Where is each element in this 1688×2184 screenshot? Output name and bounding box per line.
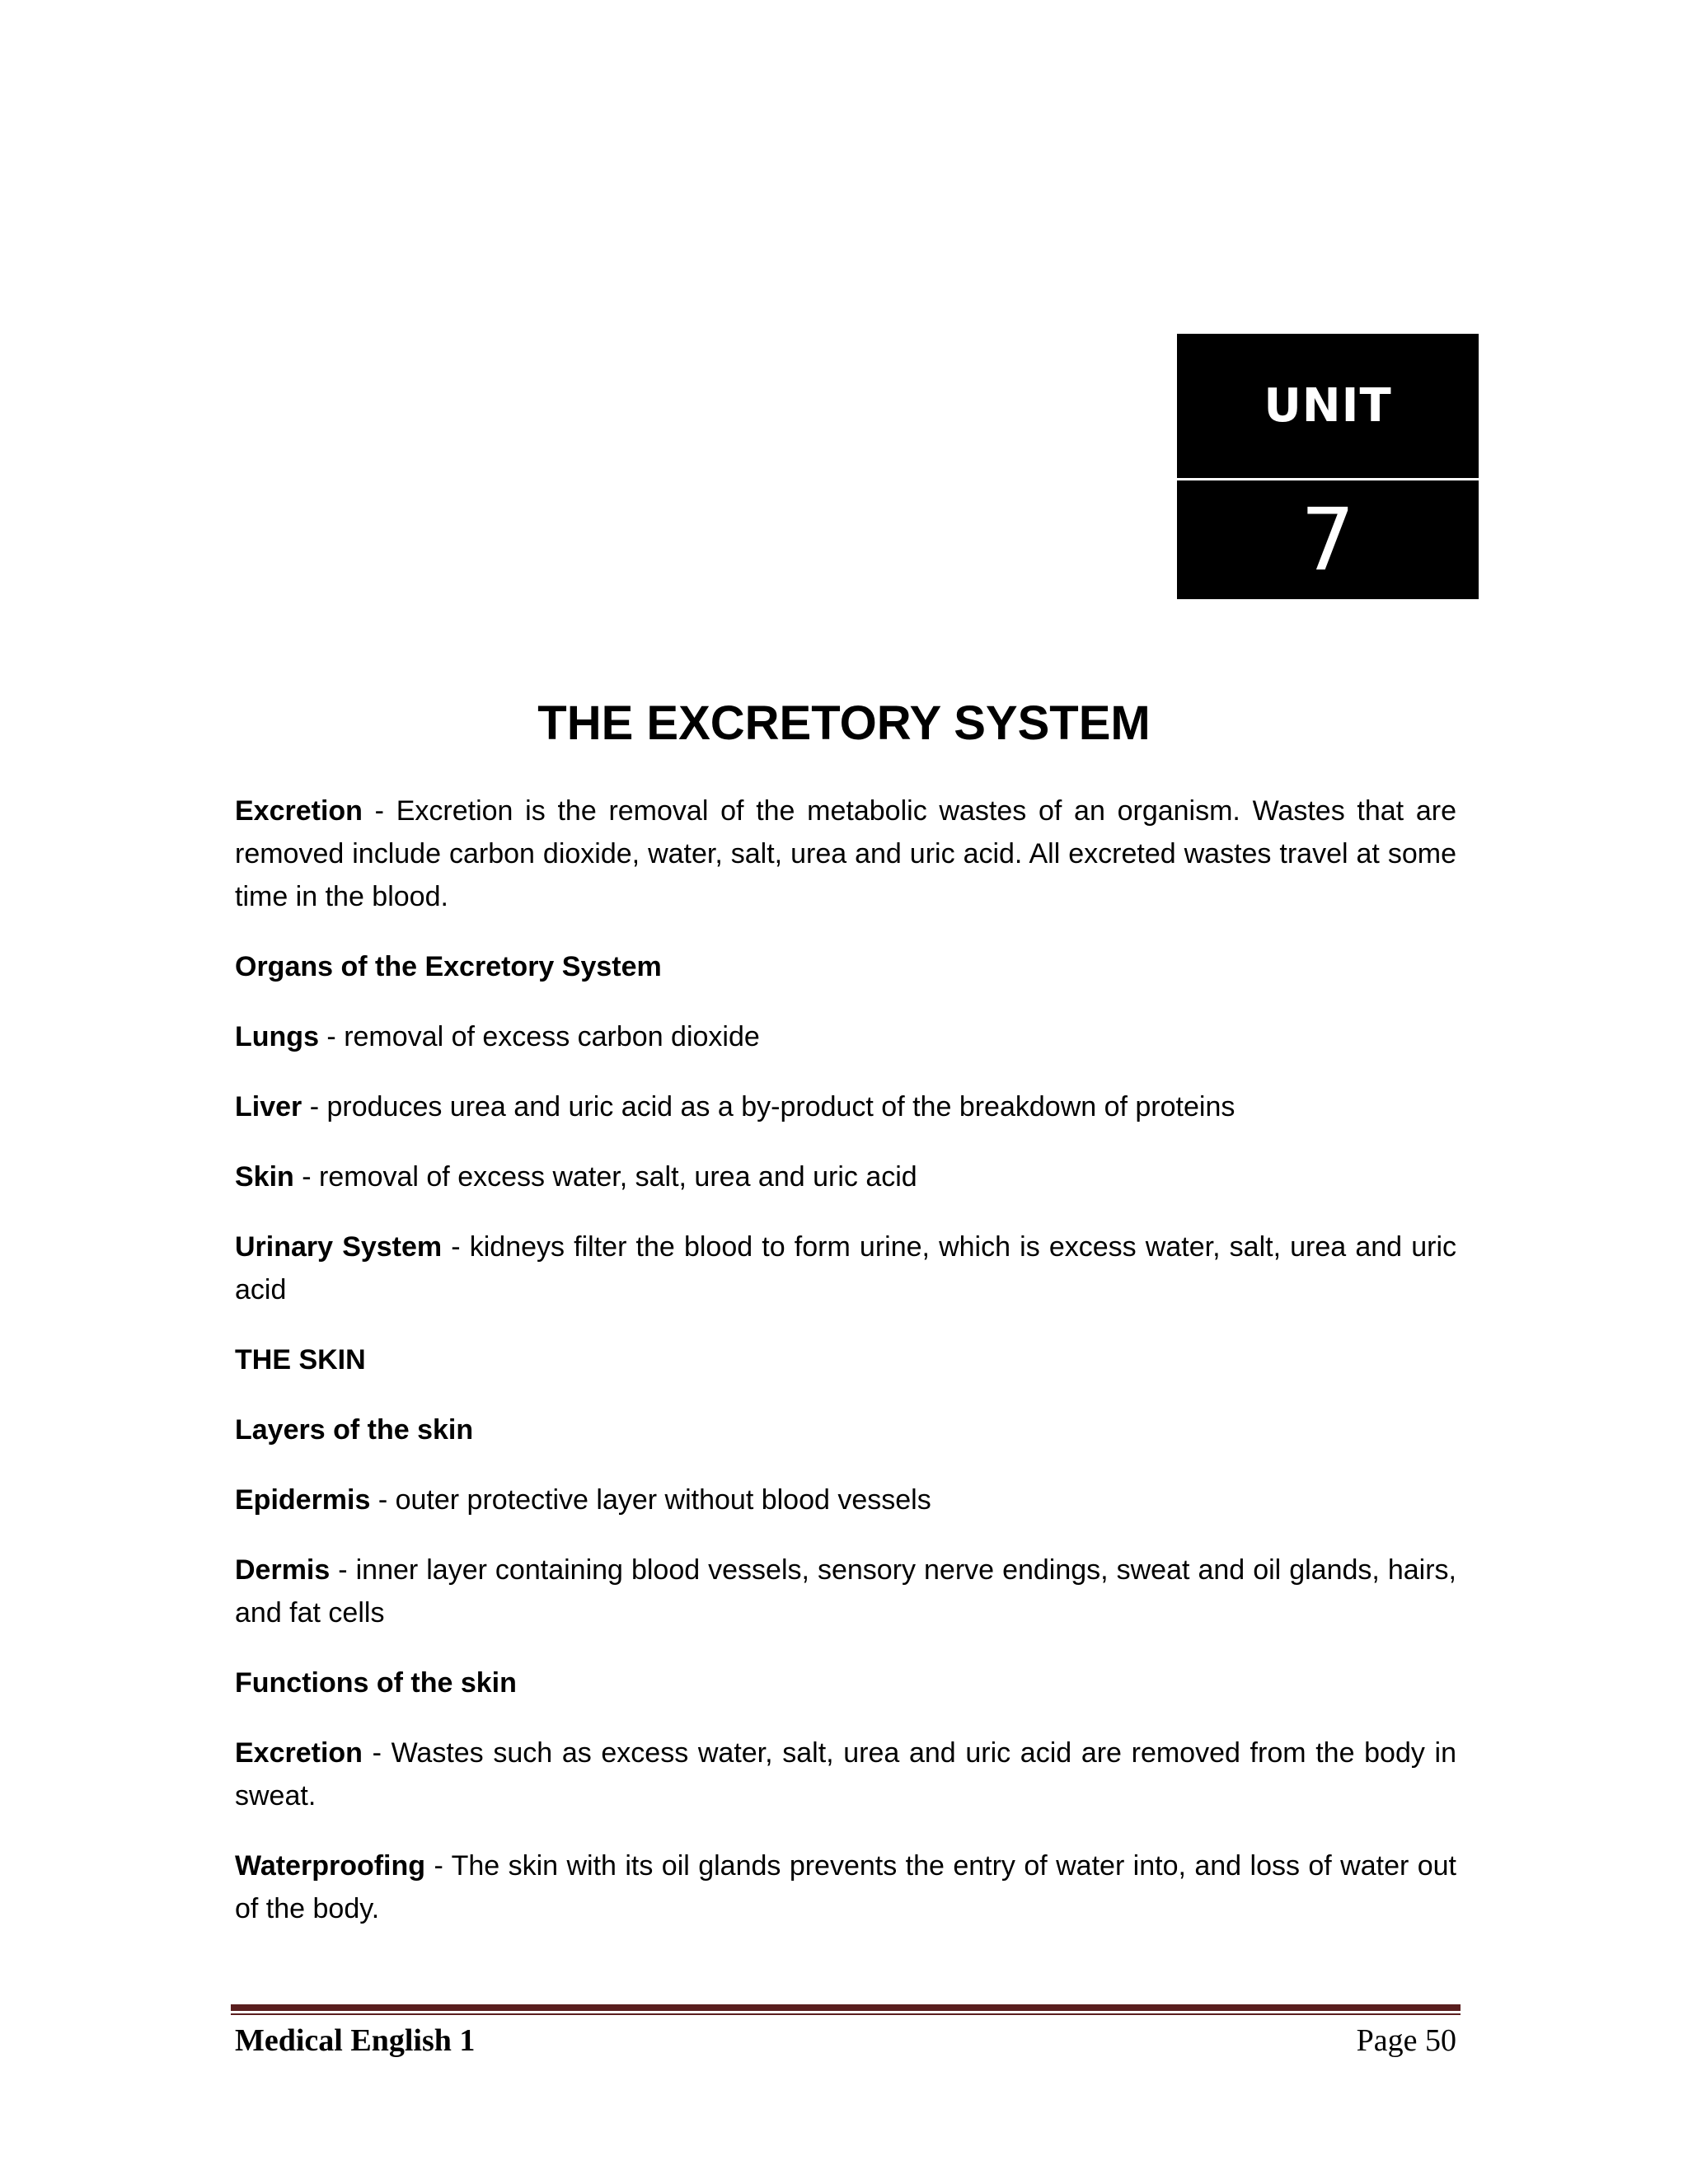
functions-heading: Functions of the skin — [235, 1667, 517, 1699]
footer-page-number: Page 50 — [1356, 2023, 1456, 2058]
layer-item-epidermis — [235, 1479, 1456, 1521]
unit-number: 7 — [1177, 480, 1479, 599]
term: Epidermis — [235, 1484, 371, 1516]
definition: - outer protective layer without blood vessels — [370, 1484, 931, 1516]
definition: - inner layer containing blood vessels, sensory nerve endings, sweat and oil glands, hairs, and fat cells — [235, 1554, 1456, 1629]
page-title: THE EXCRETORY SYSTEM — [537, 696, 1151, 750]
organ-item-skin — [235, 1155, 1456, 1198]
page-footer — [235, 2018, 1456, 2064]
term: Liver — [235, 1091, 302, 1122]
term: Urinary System — [235, 1231, 443, 1263]
definition: - removal of excess carbon dioxide — [318, 1021, 760, 1052]
organs-heading: Organs of the Excretory System — [235, 951, 662, 982]
term: Excretion — [235, 795, 363, 827]
term: Lungs — [235, 1021, 319, 1052]
function-item-waterproofing — [235, 1844, 1456, 1930]
function-item-excretion — [235, 1732, 1456, 1817]
term: Skin — [235, 1161, 294, 1193]
organ-item-lungs — [235, 1015, 1456, 1058]
term: Excretion — [235, 1737, 363, 1769]
organ-item-urinary-system — [235, 1226, 1456, 1311]
unit-badge — [1177, 334, 1479, 599]
layers-heading: Layers of the skin — [235, 1414, 474, 1446]
footer-rule-thin — [231, 2013, 1461, 2015]
definition: - produces urea and uric acid as a by-product of the breakdown of proteins — [302, 1091, 1236, 1122]
layer-item-dermis — [235, 1549, 1456, 1634]
excretion-definition — [235, 790, 1456, 918]
term: Waterproofing — [235, 1850, 426, 1882]
definition: - The skin with its oil glands prevents the entry of water into, and loss of water out of the body. — [235, 1850, 1456, 1924]
definition: - Excretion is the removal of the metabolic wastes of an organism. Wastes that are removed include carbon dioxide, water, salt, urea and uric acid. All excreted wastes travel at some time in the blood. — [235, 795, 1456, 912]
document-body — [235, 790, 1456, 1957]
term: Dermis — [235, 1554, 331, 1586]
definition: - kidneys filter the blood to form urine, which is excess water, salt, urea and uric acid — [235, 1231, 1456, 1305]
skin-heading: THE SKIN — [235, 1344, 366, 1376]
footer-rule — [231, 2004, 1461, 2011]
unit-label: UNIT — [1177, 334, 1479, 478]
definition: - removal of excess water, salt, urea and uric acid — [293, 1161, 917, 1193]
definition: - Wastes such as excess water, salt, urea and uric acid are removed from the body in sweat. — [235, 1737, 1456, 1811]
footer-book-title: Medical English 1 — [235, 2023, 476, 2058]
organ-item-liver — [235, 1085, 1456, 1128]
